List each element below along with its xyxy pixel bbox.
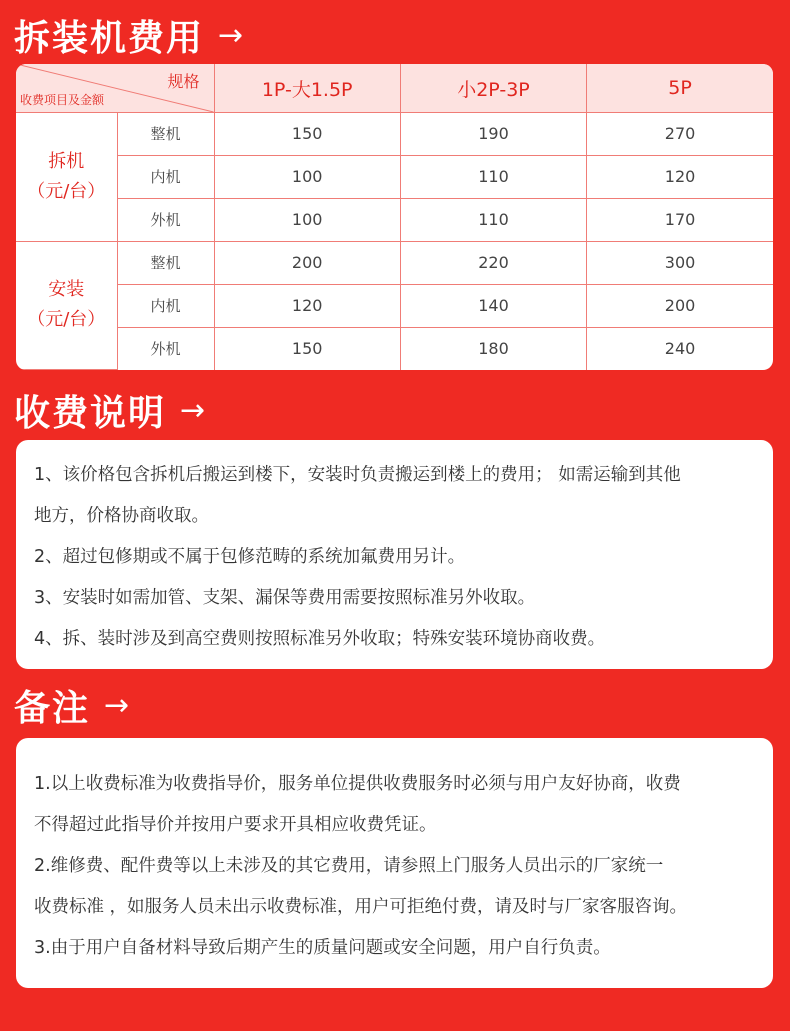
table-row <box>16 327 773 369</box>
row-item-label: 内机 <box>117 284 214 327</box>
fee-table <box>16 64 773 370</box>
remark-line: 收费标准 ，如服务人员未出示收费标准，用户可拒绝付费，请及时与厂家客服咨询。 <box>34 897 688 917</box>
note-line: 4、拆、装时涉及到高空费则按照标准另外收取；特殊安装环境协商收费。 <box>34 629 606 649</box>
price-cell: 170 <box>587 198 773 241</box>
column-header: 5P <box>587 64 773 113</box>
section-title-remarks <box>14 680 131 731</box>
note-line: 1、该价格包含拆机后搬运到楼下，安装时负责搬运到楼上的费用； 如需运输到其他 <box>34 465 681 485</box>
price-cell: 240 <box>587 327 773 369</box>
price-cell: 110 <box>400 198 586 241</box>
section-title-fees <box>14 10 245 61</box>
table-row <box>16 284 773 327</box>
column-header: 小2P-3P <box>400 64 586 113</box>
table-corner-cell <box>16 64 214 113</box>
table-header-row <box>16 64 773 113</box>
row-item-label: 外机 <box>117 198 214 241</box>
price-cell: 120 <box>214 284 400 327</box>
price-cell: 110 <box>400 155 586 198</box>
table-row <box>16 198 773 241</box>
remark-line: 2.维修费、配件费等以上未涉及的其它费用，请参照上门服务人员出示的厂家统一 <box>34 856 664 876</box>
arrow-right-icon: → <box>180 393 208 428</box>
row-item-label: 外机 <box>117 327 214 369</box>
arrow-right-icon: → <box>218 18 246 53</box>
remark-line: 1.以上收费标准为收费指导价，服务单位提供收费服务时必须与用户友好协商，收费 <box>34 774 681 794</box>
section-title-charge-notes-text: 收费说明 <box>14 393 167 434</box>
row-item-label: 整机 <box>117 113 214 156</box>
note-line: 3、安装时如需加管、支架、漏保等费用需要按照标准另外收取。 <box>34 588 536 608</box>
price-cell: 220 <box>400 241 586 284</box>
fee-table-card <box>16 64 773 370</box>
remark-line: 不得超过此指导价并按用户要求开具相应收费凭证。 <box>34 815 437 835</box>
note-line: 地方，价格协商收取。 <box>34 506 209 526</box>
section-title-charge-notes <box>14 385 207 436</box>
section-title-remarks-text: 备注 <box>14 688 91 729</box>
price-cell: 200 <box>587 284 773 327</box>
row-item-label: 内机 <box>117 155 214 198</box>
price-cell: 120 <box>587 155 773 198</box>
price-cell: 190 <box>400 113 586 156</box>
table-row <box>16 241 773 284</box>
column-header: 1P-大1.5P <box>214 64 400 113</box>
price-cell: 270 <box>587 113 773 156</box>
price-cell: 180 <box>400 327 586 369</box>
row-item-label: 整机 <box>117 241 214 284</box>
price-cell: 100 <box>214 198 400 241</box>
price-cell: 150 <box>214 113 400 156</box>
price-cell: 150 <box>214 327 400 369</box>
remark-line: 3.由于用户自备材料导致后期产生的质量问题或安全问题，用户自行负责。 <box>34 938 611 958</box>
charge-notes-card <box>16 440 773 669</box>
group-label-install: 安装 （元/台） <box>16 241 117 369</box>
price-cell: 100 <box>214 155 400 198</box>
group-label-dismantle: 拆机 （元/台） <box>16 113 117 242</box>
table-row <box>16 113 773 156</box>
price-cell: 140 <box>400 284 586 327</box>
price-cell: 300 <box>587 241 773 284</box>
note-line: 2、超过包修期或不属于包修范畴的系统加氟费用另计。 <box>34 547 466 567</box>
corner-spec-label: 规格 <box>167 72 200 91</box>
corner-item-label: 收费项目及金额 <box>20 93 105 107</box>
section-title-fees-text: 拆装机费用 <box>14 18 205 59</box>
remarks-card <box>16 738 773 988</box>
table-row <box>16 155 773 198</box>
price-cell: 200 <box>214 241 400 284</box>
arrow-right-icon: → <box>104 688 132 723</box>
